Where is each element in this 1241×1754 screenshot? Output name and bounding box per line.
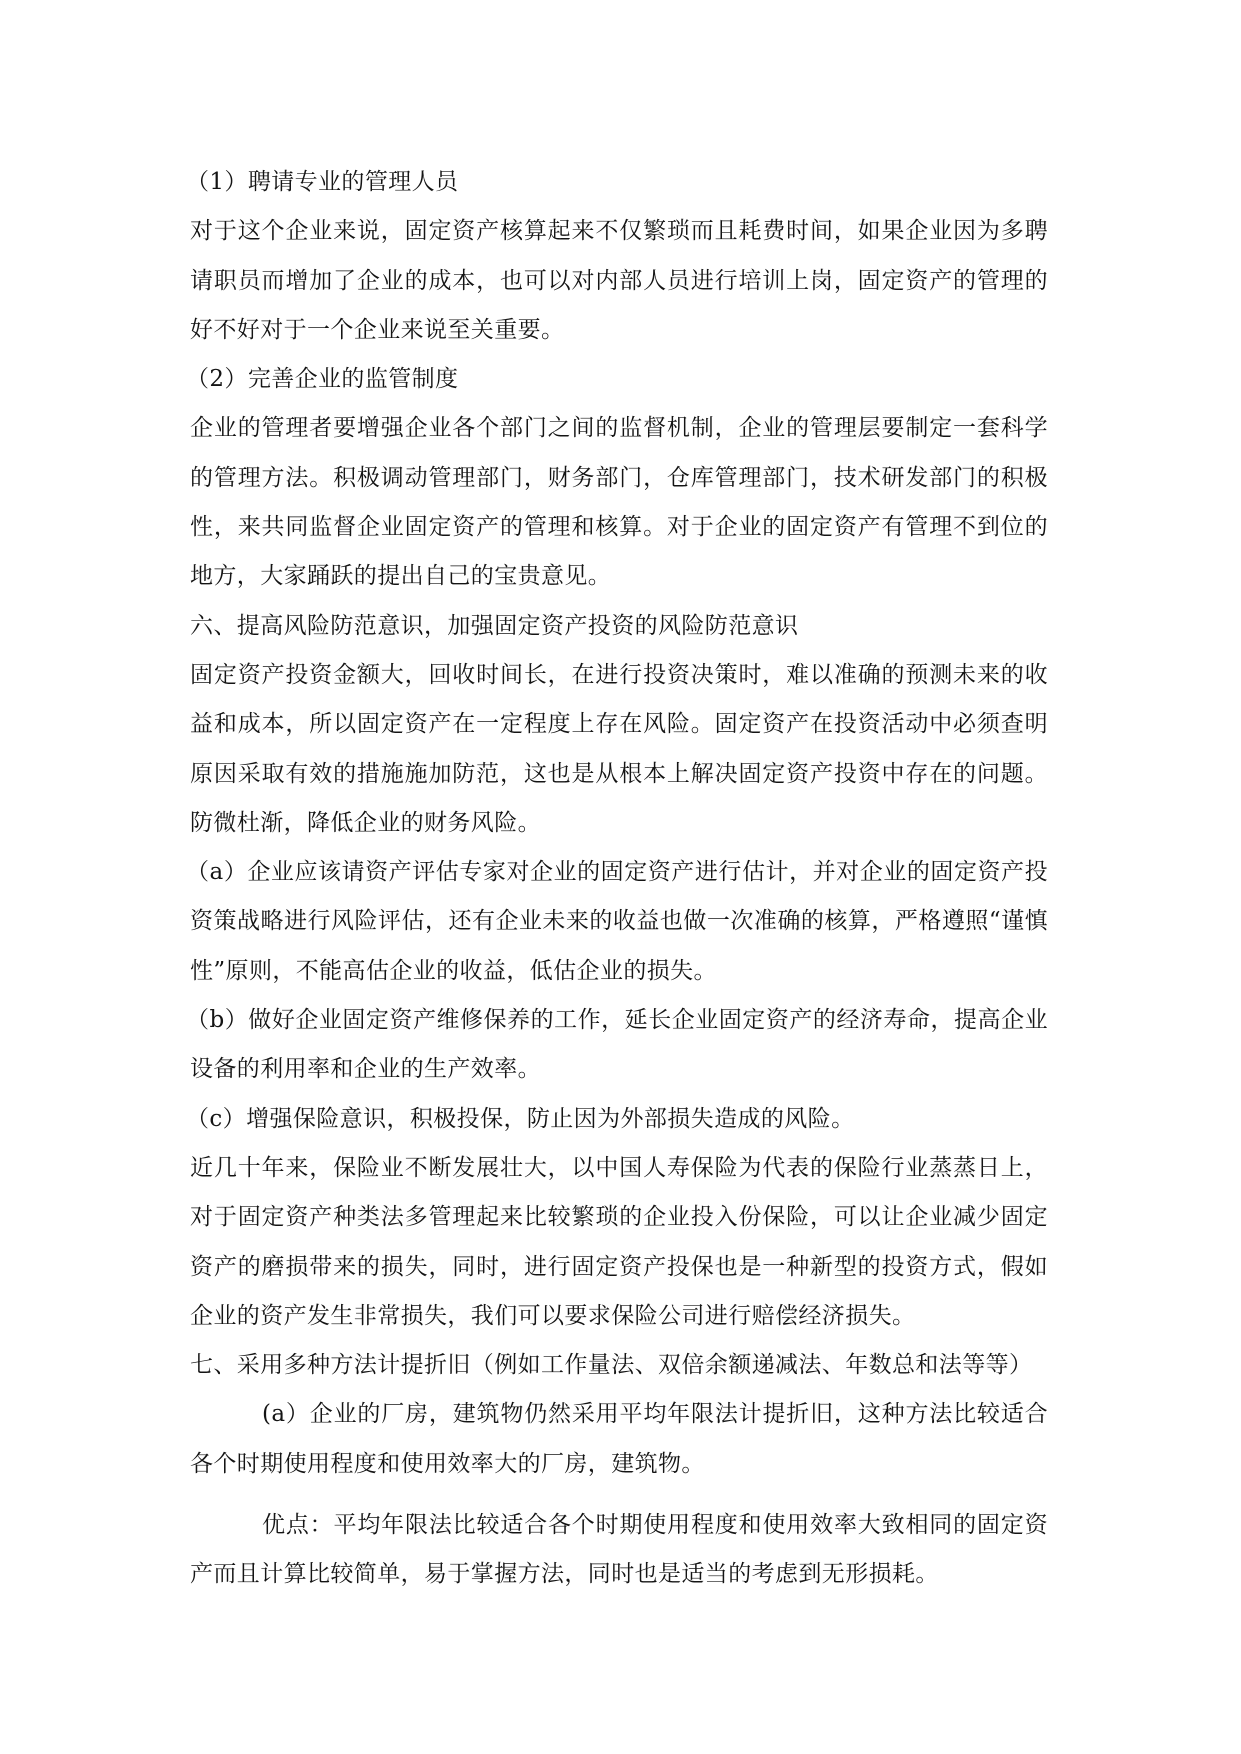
section-heading-risk-prevention: 六、提高风险防范意识，加强固定资产投资的风险防范意识 [190,612,799,639]
paragraph-supervision-mechanism: 企业的管理者要增强企业各个部门之间的监督机制，企业的管理层要制定一套科学的管理方法。积极调动管理部门，财务部门，仓库管理部门，技术研发部门的积极性，来共同监督企业固定资产的管理和核算。对于企业的固定资产有管理不到位的地方，大家踊跃的提出自己的宝贵意见。 [190,415,1048,590]
list-item-c-insurance: （c）增强保险意识，积极投保，防止因为外部损失造成的风险。 [186,1105,855,1132]
section-heading-depreciation-methods: 七、采用多种方法计提折旧（例如工作量法、双倍余额递减法、年数总和法等等） [190,1352,1033,1379]
paragraph-straight-line-method: (a）企业的厂房，建筑物仍然采用平均年限法计提折旧，这种方法比较适合各个时期使用程度和使用效率大的厂房，建筑物。 [190,1401,1048,1477]
paragraph-advantages: 优点：平均年限法比较适合各个时期使用程度和使用效率大致相同的固定资产而且计算比较简单，易于掌握方法，同时也是适当的考虑到无形损耗。 [190,1512,1048,1588]
list-item-b-maintenance: （b）做好企业固定资产维修保养的工作，延长企业固定资产的经济寿命，提高企业设备的利用率和企业的生产效率。 [186,1007,1048,1083]
list-item-a-asset-evaluation: （a）企业应该请资产评估专家对企业的固定资产进行估计，并对企业的固定资产投资策战略进行风险评估，还有企业未来的收益也做一次准确的核算，严格遵照“谨慎性”原则，不能高估企业的收益，低估企业的损失。 [186,859,1048,984]
document-body [186,158,1048,1600]
paragraph-insurance-industry: 近几十年来，保险业不断发展壮大，以中国人寿保险为代表的保险行业蒸蒸日上，对于固定资产种类法多管理起来比较繁琐的企业投入份保险，可以让企业减少固定资产的磨损带来的损失，同时，进行固定资产投保也是一种新型的投资方式，假如企业的资产发生非常损失，我们可以要求保险公司进行赔偿经济损失。 [190,1154,1048,1329]
subheading-improve-supervision-system: （2）完善企业的监管制度 [186,366,459,393]
paragraph-fixed-asset-accounting: 对于这个企业来说，固定资产核算起来不仅繁琐而且耗费时间，如果企业因为多聘请职员而增加了企业的成本，也可以对内部人员进行培训上岗，固定资产的管理的好不好对于一个企业来说至关重要。 [190,218,1048,343]
paragraph-investment-risk: 固定资产投资金额大，回收时间长，在进行投资决策时，难以准确的预测未来的收益和成本，所以固定资产在一定程度上存在风险。固定资产在投资活动中必须查明原因采取有效的措施施加防范，这也是从根本上解决固定资产投资中存在的问题。防微杜渐，降低企业的财务风险。 [190,661,1048,836]
subheading-hire-professional-managers: （1）聘请专业的管理人员 [186,169,459,195]
